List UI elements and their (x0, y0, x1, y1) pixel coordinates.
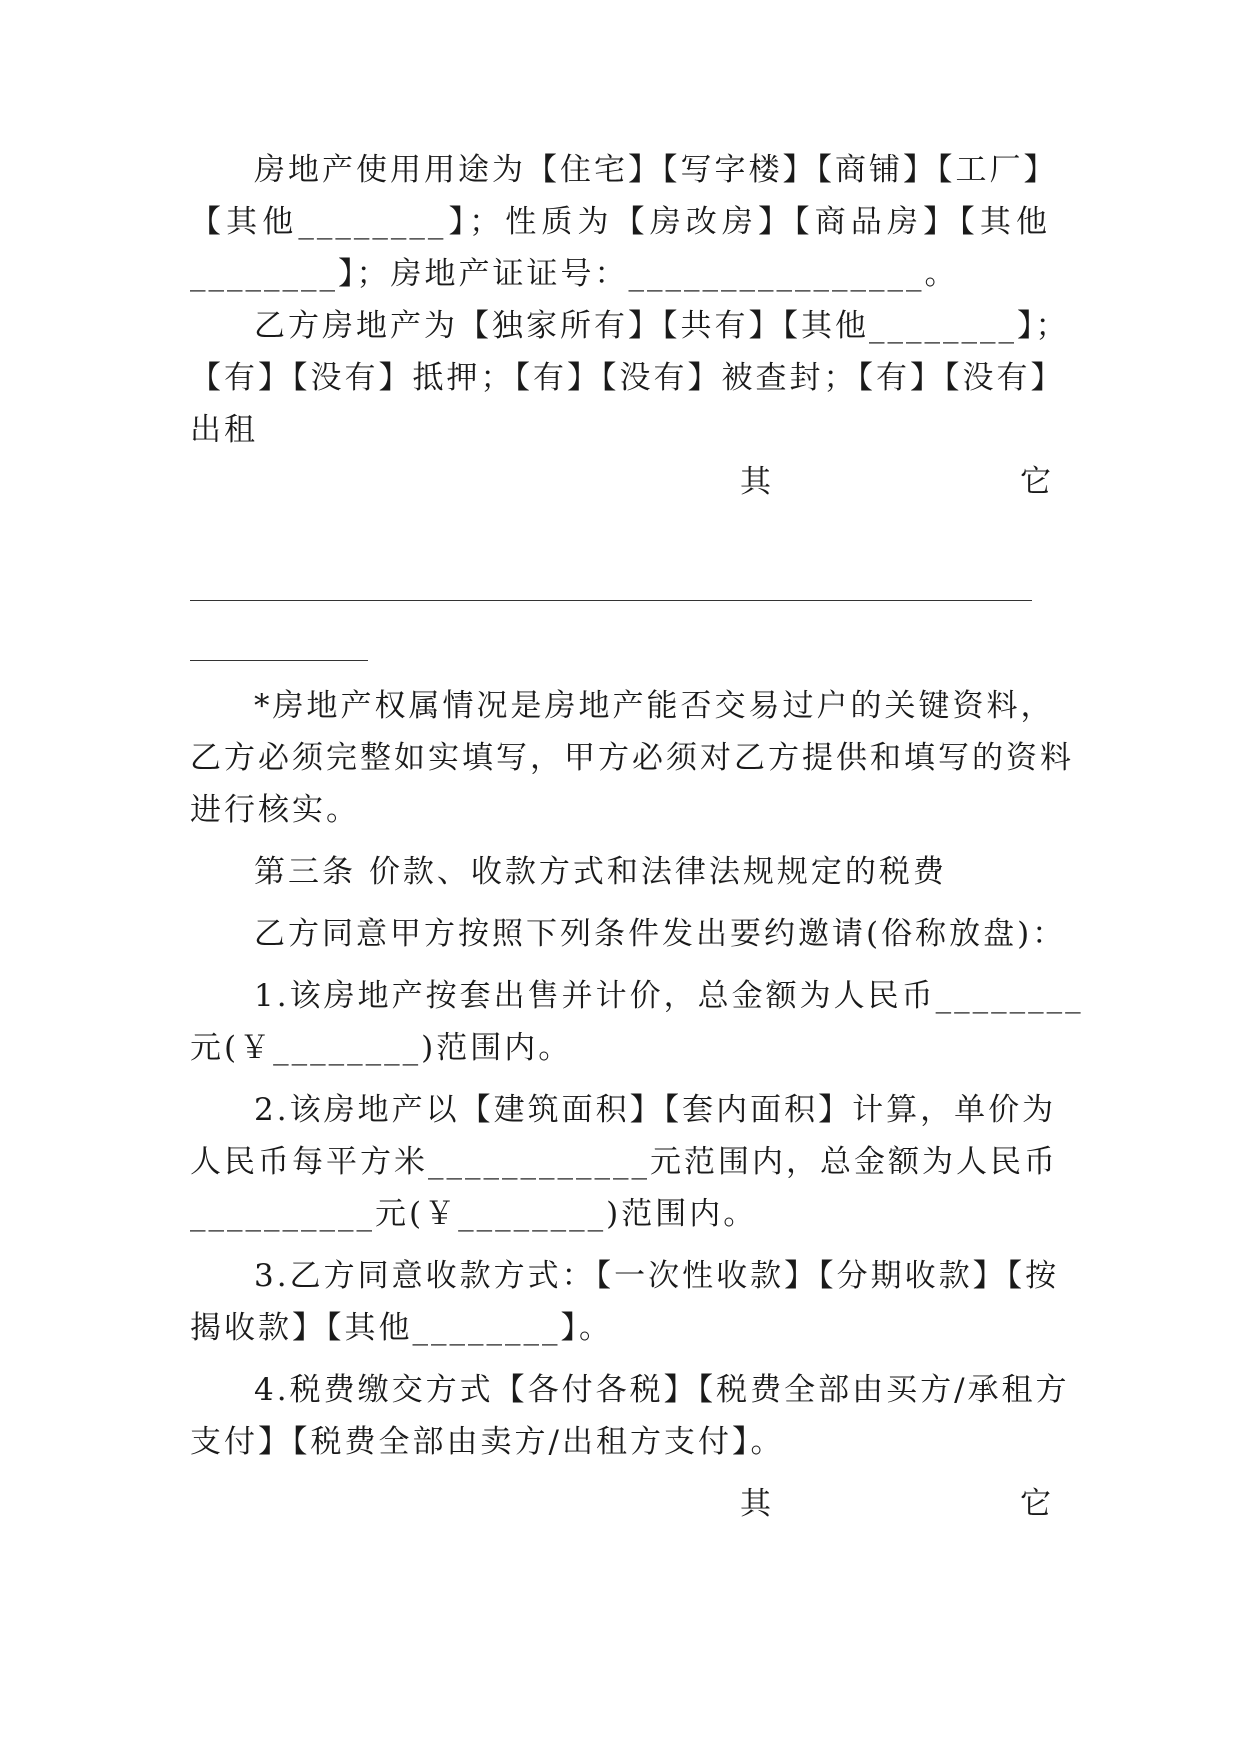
paragraph-line: 【有】【没有】抵押；【有】【没有】被查封；【有】【没有】 (190, 360, 1065, 396)
paragraph-line: 人民币每平方米____________元范围内，总金额为人民币 (190, 1144, 1058, 1180)
paragraph-line: ________】；房地产证证号：________________。 (190, 256, 959, 292)
paragraph-line: __________元(￥________)范围内。 (190, 1196, 758, 1232)
paragraph-line: 进行核实。 (190, 792, 360, 828)
other-label-right: 它 (1020, 1486, 1051, 1522)
paragraph-line: 乙方同意甲方按照下列条件发出要约邀请(俗称放盘)： (254, 916, 1067, 952)
fill-in-blank-line (190, 660, 368, 661)
paragraph-line: 出租 (190, 412, 258, 448)
paragraph-line: 揭收款】【其他________】。 (190, 1310, 613, 1346)
fill-in-blank-line (190, 600, 1032, 601)
paragraph-line: 4.税费缴交方式【各付各税】【税费全部由买方/承租方 (254, 1372, 1070, 1408)
paragraph-line: 1.该房地产按套出售并计价，总金额为人民币________ (254, 978, 1084, 1014)
other-label-left: 其 (740, 1486, 771, 1522)
other-label-right: 它 (1020, 464, 1051, 500)
paragraph-line: 支付】【税费全部由卖方/出租方支付】。 (190, 1424, 785, 1460)
paragraph-line: 房地产使用用途为【住宅】【写字楼】【商铺】【工厂】 (254, 152, 1058, 188)
paragraph-line: 元(￥________)范围内。 (190, 1030, 573, 1066)
other-label-left: 其 (740, 464, 771, 500)
paragraph-line: 2.该房地产以【建筑面积】【套内面积】计算，单价为 (254, 1092, 1057, 1128)
paragraph-line: 【其他________】；性质为【房改房】【商品房】【其他 (190, 204, 1050, 240)
paragraph-line: *房地产权属情况是房地产能否交易过户的关键资料， (254, 688, 1055, 724)
paragraph-line: 乙方房地产为【独家所有】【共有】【其他________】； (254, 308, 1070, 344)
paragraph-line: 3.乙方同意收款方式：【一次性收款】【分期收款】【按 (254, 1258, 1060, 1294)
paragraph-line: 乙方必须完整如实填写，甲方必须对乙方提供和填写的资料 (190, 740, 1074, 776)
section-heading: 第三条 价款、收款方式和法律法规规定的税费 (254, 854, 947, 890)
